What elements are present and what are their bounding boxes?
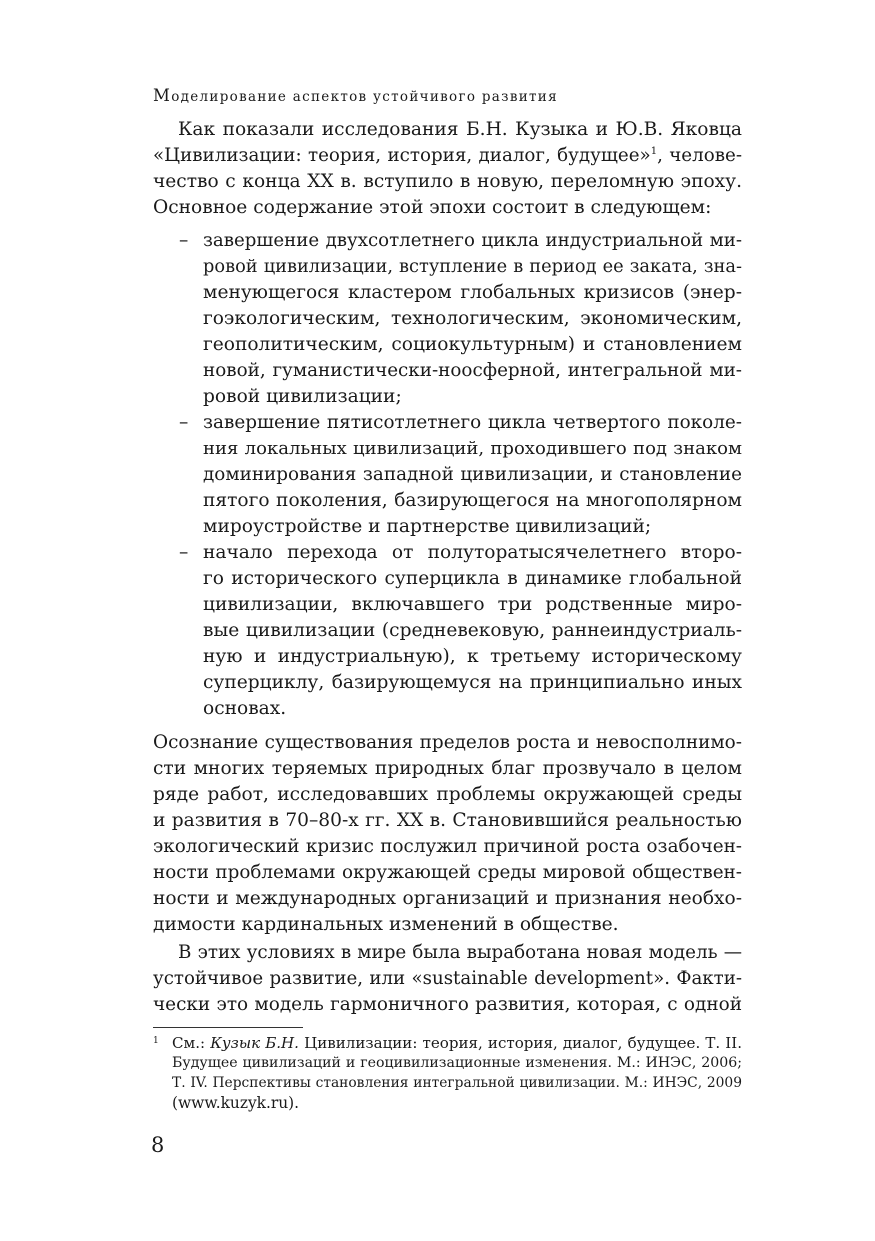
list-item-3-line: цивилизации, включавшего три родственные миро- [203, 594, 742, 615]
footnote-divider [153, 1027, 303, 1028]
list-item-1-line: ровой цивилизации; [203, 386, 402, 407]
paragraph-2-line: и развития в 70–80-х гг. XX в. Становившийся реальностью [153, 810, 742, 831]
list-item-3-line: вые цивилизации (средневековую, раннеиндустриаль- [203, 620, 742, 641]
footnote-line-1-rest: Цивилизации: теория, история, диалог, будущее. Т. II. [298, 1034, 742, 1052]
page-number: 8 [151, 1133, 165, 1157]
list-item-1-line: ровой цивилизации, вступление в период ее заката, зна- [203, 256, 742, 277]
list-item-3-line: основах. [203, 698, 287, 719]
paragraph-2-line: ности и международных организаций и признания необхо- [153, 888, 742, 909]
paragraph-1-line-2 [153, 143, 742, 169]
paragraph-1-line-4: Основное содержание этой эпохи состоит в следующем: [153, 197, 712, 218]
paragraph-3-line: В этих условиях в мире была выработана новая модель — [178, 942, 742, 963]
paragraph-3-line: устойчивое развитие, или «sustainable development». Факти- [153, 968, 742, 989]
paragraph-1-line-1: Как показали исследования Б.Н. Кузыка и Ю.В. Яковца [178, 119, 742, 140]
paragraph-2-line: сти многих теряемых природных благ прозвучало в целом [153, 758, 742, 779]
list-bullet-dash: – [179, 412, 189, 433]
list-item-2-line: ния локальных цивилизаций, проходившего под знаком [203, 438, 742, 459]
list-bullet-dash: – [179, 230, 189, 251]
list-item-2-line: мироустройстве и партнерстве цивилизаций; [203, 516, 652, 537]
footnote-reference: 1 [650, 146, 658, 157]
list-item-2-line: доминирования западной цивилизации, и становление [203, 464, 742, 485]
footnote-prefix: См.: [172, 1034, 211, 1052]
list-item-1-line: менующегося кластером глобальных кризисов (энер- [203, 282, 742, 303]
footnote-line-4: (www.kuzyk.ru). [172, 1094, 300, 1112]
list-bullet-dash: – [179, 542, 189, 563]
list-item-2-line: пятого поколения, базирующегося на многополярном [203, 490, 742, 511]
list-item-1-line: гоэкологическим, технологическим, экономическим, [203, 308, 742, 329]
footnote-line-2: Будущее цивилизаций и геоцивилизационные изменения. М.: ИНЭС, 2006; [172, 1055, 742, 1071]
paragraph-2-line: ряде работ, исследовавших проблемы окружающей среды [153, 784, 742, 805]
list-item-3-line: ную и индустриальную), к третьему историческому [203, 646, 742, 667]
list-item-1-line: новой, гуманистически-ноосферной, интегральной ми- [203, 360, 742, 381]
paragraph-2-line: ности проблемами окружающей среды мировой обществен- [153, 862, 742, 883]
paragraph-2-line: Осознание существования пределов роста и невосполнимо- [153, 732, 742, 753]
running-head-text: оделирование аспектов устойчивого развития [171, 89, 558, 105]
footnote-number: 1 [153, 1036, 159, 1046]
running-head-cap: М [153, 86, 172, 105]
list-item-1-line: завершение двухсотлетнего цикла индустриальной ми- [203, 230, 742, 251]
footnote-line-1 [172, 1033, 742, 1053]
footnote-author: Кузык Б.Н. [210, 1034, 299, 1052]
list-item-3-line: го исторического суперцикла в динамике глобальной [203, 568, 742, 589]
paragraph-2-line: экологический кризис послужил причиной роста озабочен- [153, 836, 742, 857]
footnote-line-3: Т. IV. Перспективы становления интегральной цивилизации. М.: ИНЭС, 2009 [172, 1075, 742, 1091]
list-item-1-line: геополитическим, социокультурным) и становлением [203, 334, 742, 355]
paragraph-1-line-3: чество с конца XX в. вступило в новую, переломную эпоху. [153, 171, 742, 192]
book-title-text: «Цивилизации: теория, история, диалог, будущее» [153, 145, 651, 166]
paragraph-2-line: димости кардинальных изменений в обществе. [153, 914, 619, 935]
paragraph-3-line: чески это модель гармоничного развития, которая, с одной [153, 994, 742, 1015]
paragraph-1-line-2-end: , челове- [657, 145, 742, 166]
list-item-3-line: начало перехода от полуторатысячелетнего второ- [203, 542, 742, 563]
list-item-3-line: суперциклу, базирующемуся на принципиально иных [203, 672, 742, 693]
running-head [153, 86, 743, 105]
list-item-2-line: завершение пятисотлетнего цикла четвертого поколе- [203, 412, 742, 433]
